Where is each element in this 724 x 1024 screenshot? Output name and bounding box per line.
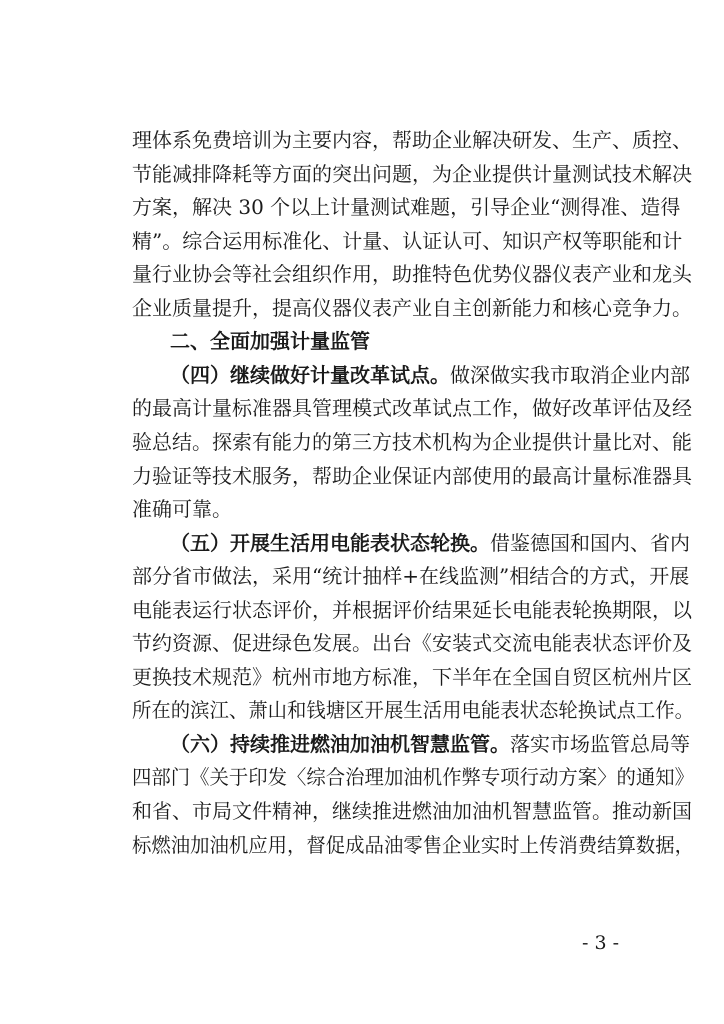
body-line: 节约资源、促进绿色发展。出台《安装式交流电能表状态评价及 (132, 631, 692, 655)
body-line: 更换技术规范》杭州市地方标准，下半年在全国自贸区杭州片区 (132, 665, 692, 689)
body-line: 部分省市做法，采用“统计抽样+在线监测”相结合的方式，开展 (132, 564, 690, 588)
body-line: 力验证等技术服务，帮助企业保证内部使用的最高计量标准器具 (132, 464, 692, 488)
body-line: 四部门《关于印发〈综合治理加油机作弊专项行动方案〉的通知》 (132, 765, 695, 789)
body-line: 准确可靠。 (132, 497, 232, 521)
body-line: 企业质量提升，提高仪器仪表产业自主创新能力和核心竞争力。 (132, 296, 692, 320)
item-5-heading: （五）开展生活用电能表状态轮换。 (170, 531, 490, 555)
item-4-first-line (170, 363, 690, 387)
body-line: 节能减排降耗等方面的突出问题，为企业提供计量测试技术解决 (132, 162, 692, 186)
item-4-text: 做深做实我市取消企业内部 (450, 363, 690, 387)
item-6-first-line (170, 732, 690, 756)
item-5-first-line (170, 531, 690, 555)
body-line: 方案，解决 30 个以上计量测试难题，引导企业“测得准、造得 (132, 195, 681, 219)
body-line: 量行业协会等社会组织作用，助推特色优势仪器仪表产业和龙头 (132, 262, 692, 286)
body-line: 和省、市局文件精神，继续推进燃油加油机智慧监管。推动新国 (132, 799, 692, 823)
item-4-heading: （四）继续做好计量改革试点。 (170, 363, 450, 387)
body-line: 精”。综合运用标准化、计量、认证认可、知识产权等职能和计 (132, 229, 683, 253)
item-6-text: 落实市场监管总局等 (510, 732, 690, 756)
body-line: 所在的滨江、萧山和钱塘区开展生活用电能表状态轮换试点工作。 (132, 698, 695, 722)
body-line: 理体系免费培训为主要内容，帮助企业解决研发、生产、质控、 (132, 128, 692, 152)
body-line: 验总结。探索有能力的第三方技术机构为企业提供计量比对、能 (132, 430, 692, 454)
item-6-heading: （六）持续推进燃油加油机智慧监管。 (170, 732, 510, 756)
body-line: 电能表运行状态评价，并根据评价结果延长电能表轮换期限，以 (132, 598, 692, 622)
body-line: 的最高计量标准器具管理模式改革试点工作，做好改革评估及经 (132, 396, 692, 420)
page-number: - 3 - (582, 932, 620, 954)
section-heading: 二、全面加强计量监管 (170, 329, 370, 353)
body-line: 标燃油加油机应用，督促成品油零售企业实时上传消费结算数据， (132, 833, 695, 857)
item-5-text: 借鉴德国和国内、省内 (490, 531, 690, 555)
